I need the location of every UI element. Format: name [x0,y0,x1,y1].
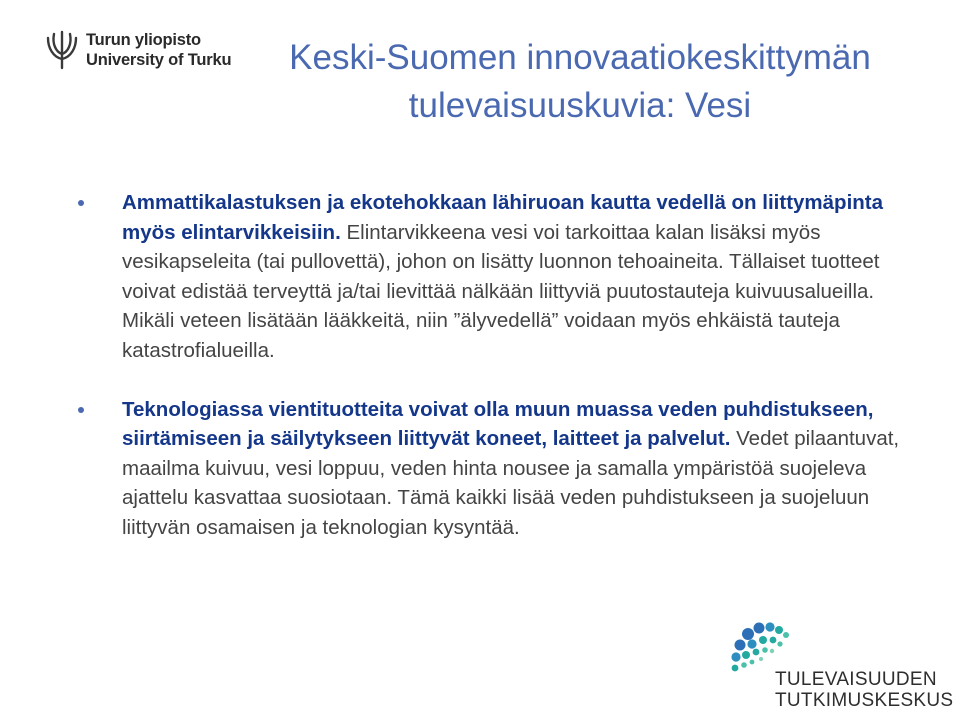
futures-research-centre-logo [728,618,958,710]
title-line-2: tulevaisuuskuvia: Vesi [408,86,752,125]
bullet-list [78,188,908,543]
university-name-fi: Turun yliopisto [86,31,201,49]
bullet-dot-icon [78,200,84,206]
bullet-dot-icon [78,407,84,413]
bullet-highlight: Teknologiassa vientituotteita voivat olla muun muassa veden puhdistukseen, siirtämiseen ja säilytykseen liittyvät koneet, laitteet ja palvelut. [122,397,874,451]
bullet-item [78,188,908,366]
university-name-en: University of Turku [86,51,232,69]
bullet-item [78,395,908,543]
centre-name-line-1: TULEVAISUUDEN [775,669,937,690]
university-logo [44,30,231,70]
slide-title [220,34,940,130]
centre-name-line-2: TUTKIMUSKESKUS [775,690,954,711]
bullet-text: Vedet pilaantuvat, maailma kuivuu, vesi loppuu, veden hinta nousee ja samalla ympäristöä suojeleva ajattelu kasvattaa suosiotaan. Tämä kaikki lisää veden puhdistukseen ja suojeluun liittyvän osamaisen ja teknologian kysyntää. [122,427,900,539]
university-crest-icon [44,30,80,70]
bullet-highlight: Ammattikalastuksen ja ekotehokkaan lähiruoan kautta vedellä on liittymäpinta myös elintarvikkeisiin. [122,191,884,244]
bullet-text: Elintarvikkeena vesi voi tarkoittaa kalan lisäksi myös vesikapseleita (tai pullovettä), johon on lisätty luonnon tehoaineita. Tällaiset tuotteet voivat edistää terveyttä ja/tai lievittää nälkään liittyviä puutostauteja kuivuusalueilla. Mikäli veteen lisätään lääkkeitä, niin ”älyvedellä” voidaan myös ehkäistä tauteja katastrofialueilla. [122,220,880,362]
title-line-1: Keski-Suomen innovaatiokeskittymän [289,38,871,77]
